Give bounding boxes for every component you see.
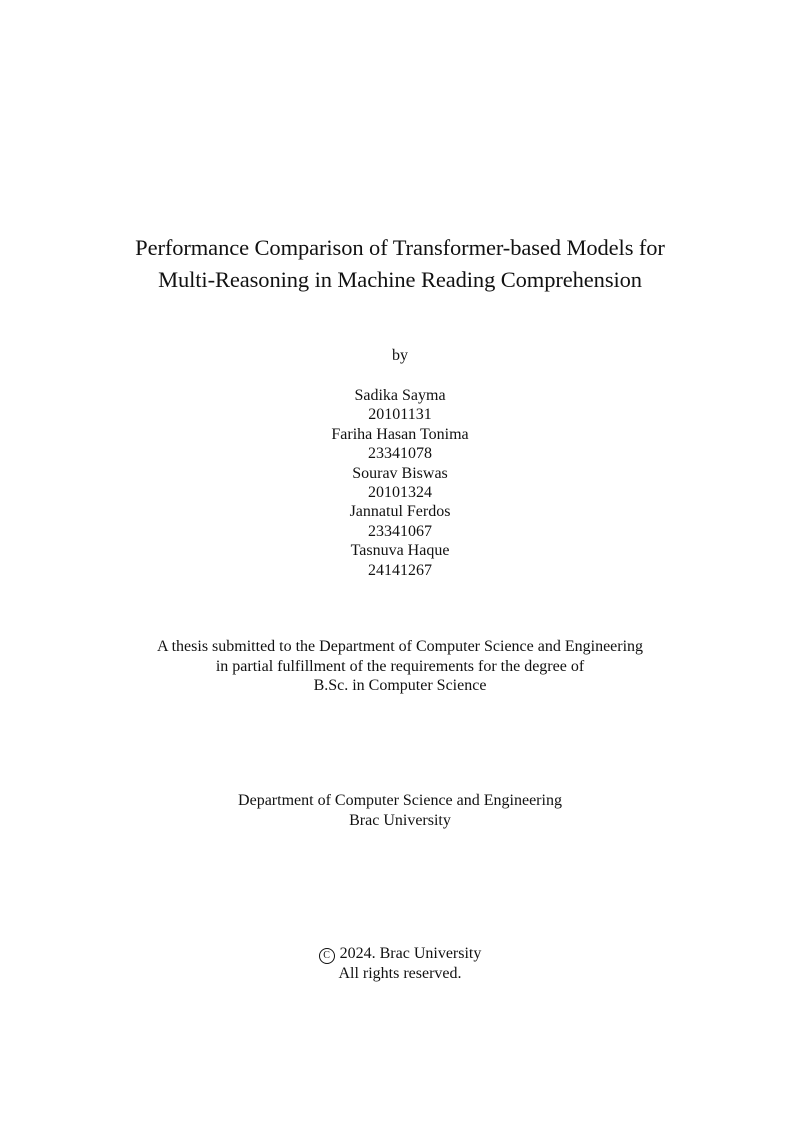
thesis-title-line-1: Performance Comparison of Transformer-based Models for xyxy=(135,235,665,260)
submission-statement xyxy=(0,637,800,696)
author-id: 23341078 xyxy=(368,445,432,463)
copyright-line-1 xyxy=(0,944,800,964)
author-name: Sadika Sayma xyxy=(354,387,446,404)
author-id: 24141267 xyxy=(368,561,432,579)
author-id: 20101324 xyxy=(368,484,432,502)
author-name: Jannatul Ferdos xyxy=(349,503,451,521)
copyright-icon: C xyxy=(319,948,335,964)
copyright-text: 2024. Brac University xyxy=(339,945,482,962)
author-id: 23341067 xyxy=(368,522,432,540)
copyright-notice xyxy=(0,944,800,984)
by-label: by xyxy=(392,347,408,364)
copyright-line-2: All rights reserved. xyxy=(338,965,462,982)
author-name: Sourav Biswas xyxy=(352,464,448,482)
author-list xyxy=(0,386,800,580)
statement-line-2: in partial fulfillment of the requirements for the degree of xyxy=(215,657,585,675)
university-name: Brac University xyxy=(349,811,451,829)
author-name: Fariha Hasan Tonima xyxy=(331,425,469,443)
statement-line-1: A thesis submitted to the Department of Computer Science and Engineering xyxy=(156,638,644,655)
statement-line-3: B.Sc. in Computer Science xyxy=(313,677,487,694)
department-name: Department of Computer Science and Engineering xyxy=(238,792,562,809)
thesis-title-line-2: Multi-Reasoning in Machine Reading Comprehension xyxy=(158,267,642,292)
department-info xyxy=(0,791,800,830)
author-name: Tasnuva Haque xyxy=(350,542,450,560)
thesis-title xyxy=(0,232,800,296)
author-id: 20101131 xyxy=(368,406,432,424)
